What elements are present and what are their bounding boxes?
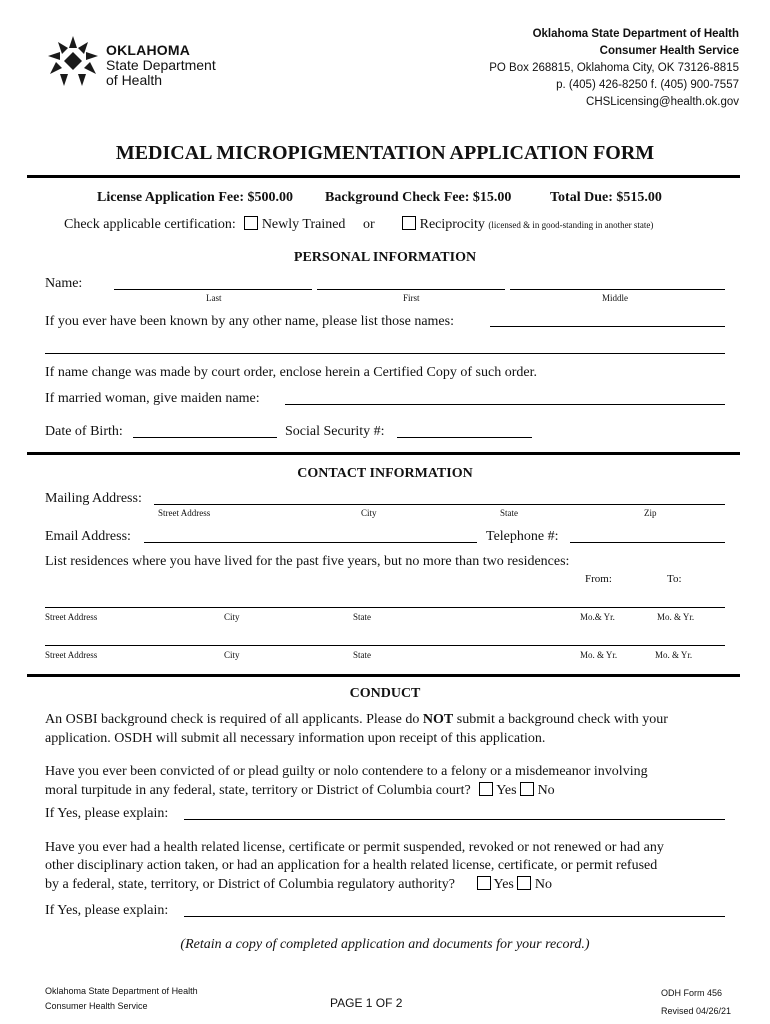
residence-to-caption: Mo. & Yr. xyxy=(655,650,693,660)
osbi-not: NOT xyxy=(422,712,454,727)
q1-line2: moral turpitude in any federal, state, territory or District of Columbia court? xyxy=(45,783,471,798)
residence-to-caption: Mo. & Yr. xyxy=(657,612,695,622)
q2-no-checkbox[interactable] xyxy=(517,876,531,890)
residence-1-field[interactable] xyxy=(45,607,725,608)
q1-line2-row xyxy=(45,782,555,799)
telephone-field[interactable] xyxy=(570,542,725,543)
state-caption: State xyxy=(500,508,518,518)
q2-line3-row xyxy=(45,876,552,893)
header-email: CHSLicensing@health.ok.gov xyxy=(586,96,739,108)
personal-info-heading: PERSONAL INFORMATION xyxy=(293,250,477,265)
header-service: Consumer Health Service xyxy=(599,45,739,57)
city-caption: City xyxy=(361,508,377,518)
reciprocity-note: (licensed & in good-standing in another state) xyxy=(488,220,654,230)
other-names-field[interactable] xyxy=(490,326,725,327)
logo-title: OKLAHOMA xyxy=(106,42,191,58)
residence-2-field[interactable] xyxy=(45,645,725,646)
osbi-text-line1 xyxy=(45,712,668,728)
total-due: Total Due: $515.00 xyxy=(550,190,662,205)
header-contact-block xyxy=(489,26,739,111)
name-label: Name: xyxy=(45,276,83,291)
or-label: or xyxy=(362,217,375,232)
newly-trained-label: Newly Trained xyxy=(261,217,346,232)
osbi-text-b: submit a background check with your xyxy=(453,712,668,727)
q2-yes-label: Yes xyxy=(493,877,514,892)
license-fee: License Application Fee: $500.00 xyxy=(97,190,293,205)
conduct-heading: CONDUCT xyxy=(349,686,421,701)
residence-state-caption: State xyxy=(353,612,371,622)
page-number: PAGE 1 OF 2 xyxy=(330,996,403,1010)
divider xyxy=(27,674,740,677)
certification-prompt: Check applicable certification: xyxy=(64,217,236,232)
q2-no-label: No xyxy=(534,877,552,892)
osbi-text-a: An OSBI background check is required of all applicants. Please do xyxy=(45,712,423,727)
header-phone: p. (405) 426-8250 f. (405) 900-7557 xyxy=(556,79,739,91)
residence-city-caption: City xyxy=(224,612,240,622)
residence-city-caption: City xyxy=(224,650,240,660)
form-number: ODH Form 456 xyxy=(661,988,723,998)
first-name-field[interactable] xyxy=(317,289,505,290)
court-order-note: If name change was made by court order, enclose herein a Certified Copy of such order. xyxy=(45,365,537,380)
header-address: PO Box 268815, Oklahoma City, OK 73126-8815 xyxy=(489,62,739,74)
residence-from-caption: Mo. & Yr. xyxy=(580,650,618,660)
logo-subtitle-2: of Health xyxy=(106,72,163,88)
residence-street-caption: Street Address xyxy=(45,612,98,622)
form-title: MEDICAL MICROPIGMENTATION APPLICATION FORM xyxy=(115,142,655,164)
q2-line2: other disciplinary action taken, or had an application for a health related license, certificate, or permit refused xyxy=(45,858,658,873)
footer-dept: Oklahoma State Department of Health xyxy=(45,986,198,996)
q1-yes-label: Yes xyxy=(496,783,517,798)
q1-no-label: No xyxy=(537,783,555,798)
q2-explain-field[interactable] xyxy=(184,916,725,917)
middle-caption: Middle xyxy=(602,293,628,303)
last-caption: Last xyxy=(206,293,222,303)
other-names-field-2[interactable] xyxy=(45,353,725,354)
q2-explain-label: If Yes, please explain: xyxy=(45,903,169,918)
contact-info-heading: CONTACT INFORMATION xyxy=(297,466,473,481)
footer-service: Consumer Health Service xyxy=(45,1001,148,1011)
q2-yes-checkbox[interactable] xyxy=(477,876,491,890)
telephone-label: Telephone #: xyxy=(486,529,559,544)
residences-label: List residences where you have lived for the past five years, but no more than two residences: xyxy=(45,554,570,569)
street-caption: Street Address xyxy=(158,508,211,518)
divider xyxy=(27,452,740,455)
middle-name-field[interactable] xyxy=(510,289,725,290)
divider xyxy=(27,175,740,178)
other-names-label: If you ever have been known by any other name, please list those names: xyxy=(45,314,454,329)
dob-field[interactable] xyxy=(133,437,277,438)
dob-label: Date of Birth: xyxy=(45,424,123,439)
header-dept: Oklahoma State Department of Health xyxy=(532,28,739,40)
background-fee: Background Check Fee: $15.00 xyxy=(325,190,512,205)
residence-from-caption: Mo.& Yr. xyxy=(580,612,615,622)
email-label: Email Address: xyxy=(45,529,131,544)
osbi-text-line2: application. OSDH will submit all necessary information upon receipt of this application. xyxy=(45,731,546,746)
q2-line3: by a federal, state, territory, or District of Columbia regulatory authority? xyxy=(45,877,456,892)
retain-note: (Retain a copy of completed application and documents for your record.) xyxy=(180,937,590,952)
ssn-label: Social Security #: xyxy=(285,424,385,439)
reciprocity-label: Reciprocity xyxy=(419,217,485,232)
certification-row xyxy=(64,216,653,233)
zip-caption: Zip xyxy=(644,508,657,518)
last-name-field[interactable] xyxy=(114,289,312,290)
revised-date: Revised 04/26/21 xyxy=(661,1006,732,1016)
q1-no-checkbox[interactable] xyxy=(520,782,534,796)
q2-line1: Have you ever had a health related license, certificate or permit suspended, revoked or not renewed or had any xyxy=(45,840,664,855)
q1-explain-field[interactable] xyxy=(184,819,725,820)
q1-yes-checkbox[interactable] xyxy=(479,782,493,796)
mailing-address-field[interactable] xyxy=(154,504,725,505)
first-caption: First xyxy=(403,293,420,303)
star-logo-icon xyxy=(44,34,102,88)
footer-left xyxy=(45,984,198,1014)
residence-street-caption: Street Address xyxy=(45,650,98,660)
ssn-field[interactable] xyxy=(397,437,532,438)
to-label: To: xyxy=(667,573,682,585)
from-label: From: xyxy=(585,573,612,585)
maiden-name-label: If married woman, give maiden name: xyxy=(45,391,260,406)
q1-line1: Have you ever been convicted of or plead guilty or nolo contendere to a felony or a misdemeanor involving xyxy=(45,764,648,779)
q1-explain-label: If Yes, please explain: xyxy=(45,806,169,821)
maiden-name-field[interactable] xyxy=(285,404,725,405)
newly-trained-checkbox[interactable] xyxy=(244,216,258,230)
residence-state-caption: State xyxy=(353,650,371,660)
mailing-address-label: Mailing Address: xyxy=(45,491,142,506)
email-field[interactable] xyxy=(144,542,477,543)
footer-right xyxy=(661,984,731,1020)
reciprocity-checkbox[interactable] xyxy=(402,216,416,230)
logo-subtitle-1: State Department xyxy=(106,57,216,73)
